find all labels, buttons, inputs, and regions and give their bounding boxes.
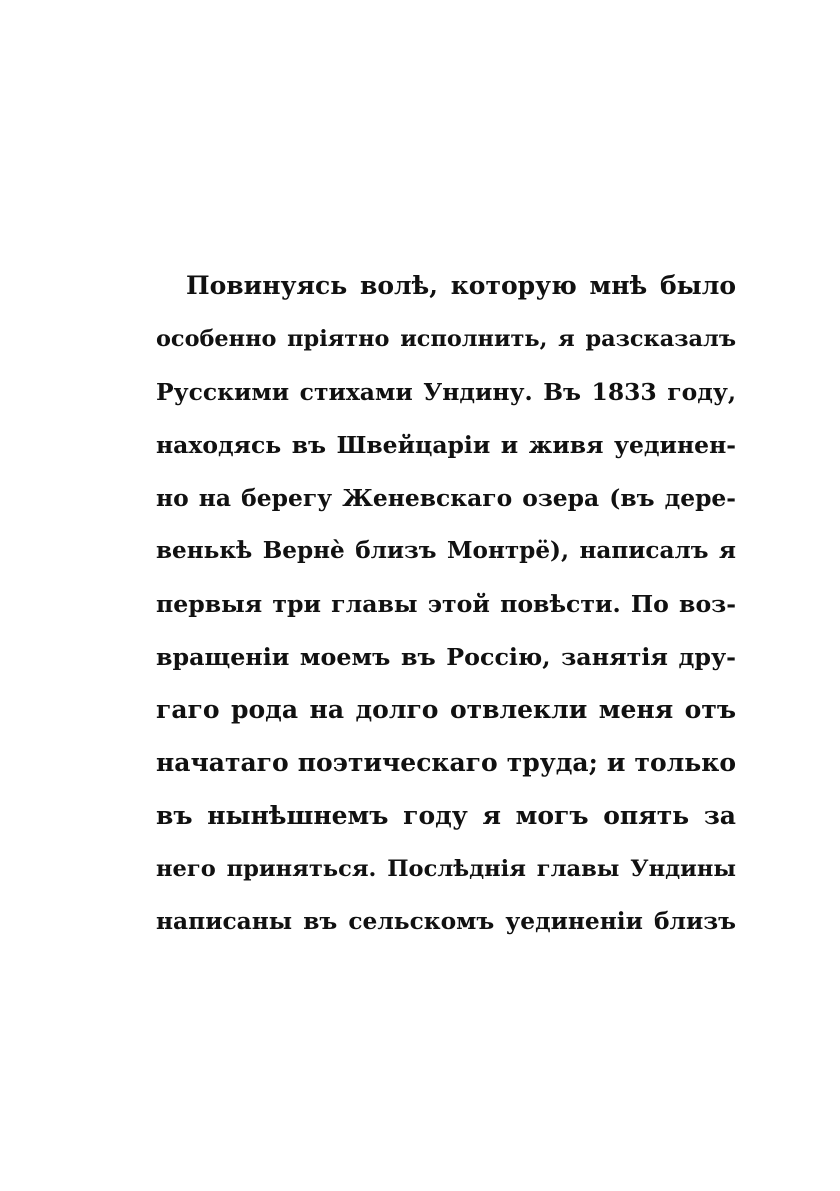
text-line: Русскими стихами Ундину. Въ 1833 году, <box>156 378 736 406</box>
text-line: особенно пріятно исполнить, я разсказалъ <box>156 326 736 352</box>
text-line: вращеніи моемъ въ Россію, занятія дру- <box>156 643 736 671</box>
text-line: находясь въ Швейцаріи и живя уединен- <box>156 431 736 459</box>
text-line: венькѣ Вернѐ близъ Монтрё), написалъ я <box>156 537 736 564</box>
text-line: первыя три главы этой повѣсти. По воз- <box>156 590 736 618</box>
text-line: но на берегу Женевскаго озера (въ дере- <box>156 484 736 512</box>
text-line: въ нынѣшнемъ году я могъ опять за <box>156 801 736 830</box>
text-line: написаны въ сельскомъ уединеніи близъ <box>156 908 736 935</box>
body-paragraph <box>156 264 736 953</box>
text-line: него приняться. Послѣднія главы Ундины <box>156 856 736 882</box>
text-line: начатаго поэтическаго труда; и только <box>156 748 736 777</box>
text-line: Повинуясь волѣ, которую мнѣ было <box>186 271 736 300</box>
text-line: гаго рода на долго отвлекли меня отъ <box>156 695 736 724</box>
